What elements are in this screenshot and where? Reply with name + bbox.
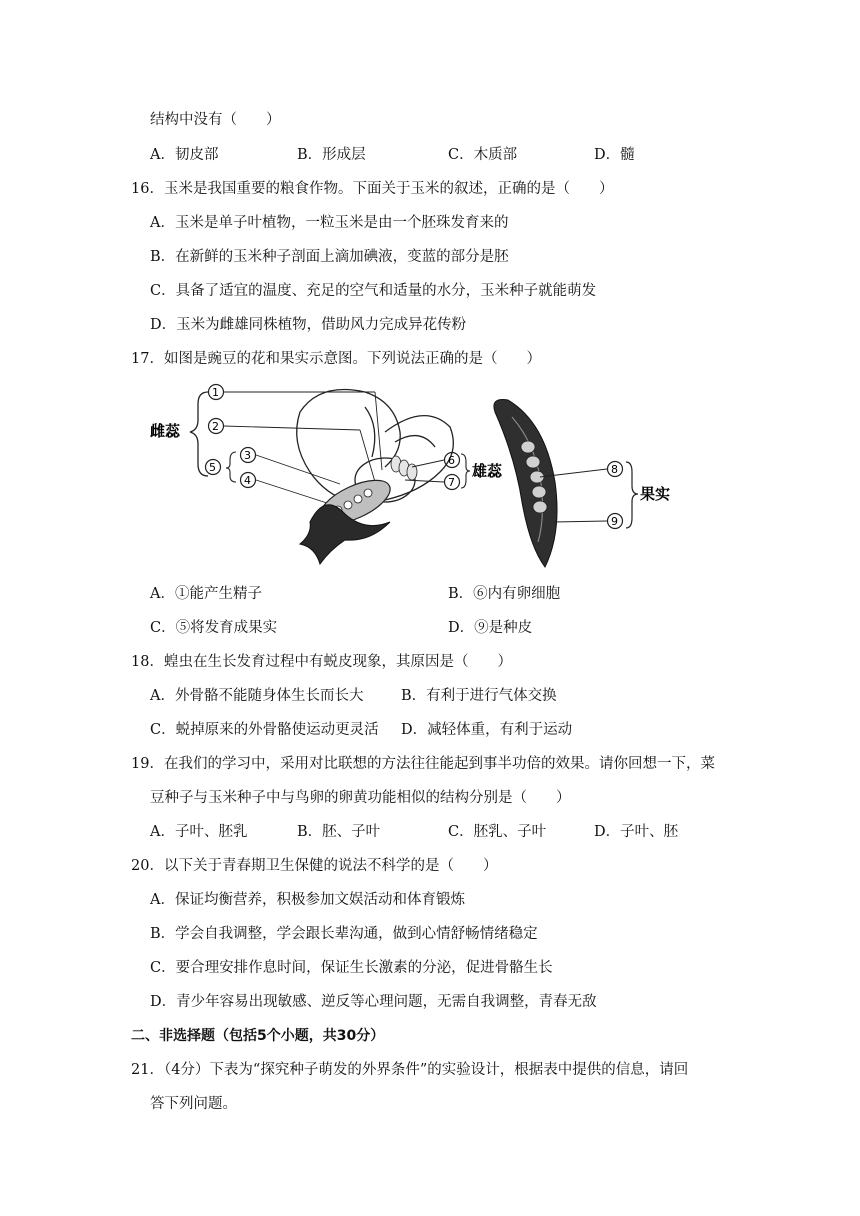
q18-option-c: C．蜕掉原来的外骨骼使运动更灵活: [150, 722, 379, 738]
q16-option-c: C．具备了适宜的温度、充足的空气和适量的水分，玉米种子就能萌发: [150, 283, 597, 299]
q17-option-d: D．⑨是种皮: [448, 620, 533, 636]
q15-stem-cont: 结构中没有（ ）: [150, 112, 281, 128]
label-stamen: 雄蕊: [472, 462, 503, 480]
q16-option-d: D．玉米为雌雄同株植物，借助风力完成异花传粉: [150, 317, 467, 333]
q15-option-c: C．木质部: [448, 147, 518, 163]
q19-option-b: B．胚、子叶: [297, 824, 381, 840]
q18-option-b: B．有利于进行气体交换: [401, 688, 557, 704]
q18-option-d: D．减轻体重，有利于运动: [401, 722, 573, 738]
label-pistil: 雌蕊: [150, 422, 181, 440]
q17-option-b: B．⑥内有卵细胞: [448, 586, 561, 602]
q15-option-d: D．髓: [594, 147, 635, 163]
q17-stem: 17．如图是豌豆的花和果实示意图。下列说法正确的是（ ）: [131, 351, 541, 367]
q21-stem-line2: 答下列问题。: [150, 1096, 237, 1112]
num-5: 5: [209, 461, 216, 474]
q16-option-a: A．玉米是单子叶植物，一粒玉米是由一个胚珠发育来的: [150, 215, 509, 231]
num-8: 8: [611, 463, 618, 476]
q20-option-b: B．学会自我调整，学会跟长辈沟通，做到心情舒畅情绪稳定: [150, 926, 538, 942]
q19-option-a: A．子叶、胚乳: [150, 824, 248, 840]
num-7: 7: [448, 476, 455, 489]
q19-stem-line2: 豆种子与玉米种子中与鸟卵的卵黄功能相似的结构分别是（ ）: [150, 790, 571, 806]
num-9: 9: [611, 515, 618, 528]
q17-option-a: A．①能产生精子: [150, 586, 262, 602]
q20-option-c: C．要合理安排作息时间，保证生长激素的分泌，促进骨骼生长: [150, 960, 553, 976]
num-3: 3: [244, 449, 251, 462]
num-2: 2: [212, 420, 219, 433]
section-heading: 二、非选择题（包括5个小题，共30分）: [131, 1028, 385, 1044]
num-6: 6: [448, 454, 455, 467]
q16-option-b: B．在新鲜的玉米种子剖面上滴加碘液，变蓝的部分是胚: [150, 249, 509, 265]
q19-option-c: C．胚乳、子叶: [448, 824, 547, 840]
q15-option-b: B．形成层: [297, 147, 366, 163]
q18-option-a: A．外骨骼不能随身体生长而长大: [150, 688, 364, 704]
q16-stem: 16．玉米是我国重要的粮食作物。下面关于玉米的叙述，正确的是（ ）: [131, 181, 614, 197]
pea-flower-fruit-figure: [150, 372, 680, 572]
q20-option-a: A．保证均衡营养，积极参加文娱活动和体育锻炼: [150, 892, 465, 908]
q19-stem-line1: 19．在我们的学习中，采用对比联想的方法往往能起到事半功倍的效果。请你回想一下，菜: [131, 756, 715, 772]
q17-option-c: C．⑤将发育成果实: [150, 620, 278, 636]
q21-stem-line1: 21．（4分）下表为“探究种子萌发的外界条件”的实验设计，根据表中提供的信息，请回: [131, 1062, 689, 1078]
label-fruit: 果实: [640, 485, 671, 503]
q18-stem: 18．蝗虫在生长发育过程中有蜕皮现象，其原因是（ ）: [131, 654, 512, 670]
num-4: 4: [244, 474, 251, 487]
q19-option-d: D．子叶、胚: [594, 824, 679, 840]
num-1: 1: [212, 386, 219, 399]
q15-option-a: A．韧皮部: [150, 147, 219, 163]
q20-option-d: D．青少年容易出现敏感、逆反等心理问题，无需自我调整，青春无敌: [150, 994, 597, 1010]
q20-stem: 20．以下关于青春期卫生保健的说法不科学的是（ ）: [131, 858, 498, 874]
